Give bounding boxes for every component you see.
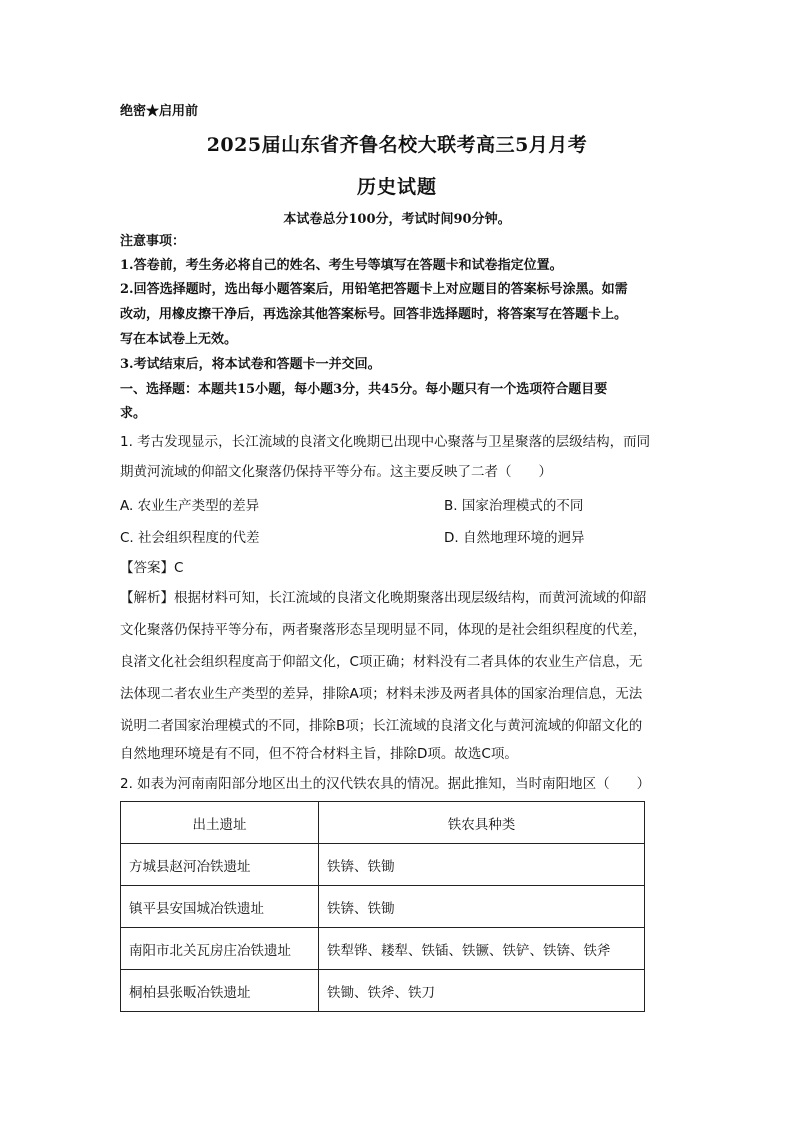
table-cell-site: 镇平县安国城冶铁遗址	[121, 886, 319, 928]
table-row	[121, 886, 645, 928]
notice-item-1: 1.答卷前，考生务必将自己的姓名、考生号等填写在答题卡和试卷指定位置。	[120, 258, 563, 273]
notice-heading: 注意事项：	[120, 234, 186, 249]
exam-title: 2025届山东省齐鲁名校大联考高三5月月考	[206, 134, 588, 156]
notice-item-3: 3.考试结束后，将本试卷和答题卡一并交回。	[120, 357, 381, 372]
section-heading-line-1: 一、选择题：本题共15小题，每小题3分，共45分。每小题只有一个选项符合题目要	[120, 382, 608, 397]
table-cell-site: 桐柏县张畈冶铁遗址	[121, 970, 319, 1012]
q2-stem: 2. 如表为河南南阳部分地区出土的汉代铁农具的情况。据此推知，当时南阳地区（ ）	[120, 776, 651, 792]
q1-stem-line-1: 1. 考古发现显示，长江流域的良渚文化晚期已出现中心聚落与卫星聚落的层级结构，而同	[120, 434, 651, 450]
table-cell-tools: 铁犁铧、耧犁、铁锸、铁镢、铁铲、铁锛、铁斧	[319, 928, 645, 970]
iron-tools-table	[120, 801, 645, 1012]
q1-analysis-line-2: 文化聚落仍保持平等分布，两者聚落形态呈现明显不同，体现的是社会组织程度的代差，	[120, 622, 647, 638]
q1-option-c: C. 社会组织程度的代差	[120, 530, 260, 546]
table-cell-tools: 铁锛、铁锄	[319, 886, 645, 928]
notice-item-2-line-2: 改动，用橡皮擦干净后，再选涂其他答案标号。回答非选择题时，将答案写在答题卡上。	[120, 307, 628, 322]
table-cell-site: 方城县赵河冶铁遗址	[121, 844, 319, 886]
section-heading-line-2: 求。	[120, 406, 147, 421]
q1-option-b: B. 国家治理模式的不同	[444, 498, 584, 514]
table-row	[121, 970, 645, 1012]
table-row	[121, 844, 645, 886]
table-cell-tools: 铁锄、铁斧、铁刀	[319, 970, 645, 1012]
q1-option-a: A. 农业生产类型的差异	[120, 498, 260, 514]
table-row	[121, 928, 645, 970]
q1-analysis-line-3: 良渚文化社会组织程度高于仰韶文化，C项正确；材料没有二者具体的农业生产信息，无	[120, 654, 643, 670]
q1-analysis-line-1: 【解析】根据材料可知，长江流域的良渚文化晚期聚落出现层级结构，而黄河流域的仰韶	[120, 590, 647, 606]
exam-info: 本试卷总分100分，考试时间90分钟。	[283, 212, 511, 227]
q1-analysis-line-5: 说明二者国家治理模式的不同，排除B项；长江流域的良渚文化与黄河流域的仰韶文化的	[120, 718, 643, 734]
table-cell-tools: 铁锛、铁锄	[319, 844, 645, 886]
table-header-tools: 铁农具种类	[319, 802, 645, 844]
secret-label: 绝密★启用前	[120, 104, 199, 119]
q1-stem-line-2: 期黄河流域的仰韶文化聚落仍保持平等分布。这主要反映了二者（ ）	[120, 464, 552, 480]
q1-analysis-line-4: 法体现二者农业生产类型的差异，排除A项；材料未涉及两者具体的国家治理信息，无法	[120, 686, 643, 702]
notice-item-2-line-1: 2.回答选择题时，选出每小题答案后，用铅笔把答题卡上对应题目的答案标号涂黑。如需	[120, 282, 628, 297]
table-cell-site: 南阳市北关瓦房庄冶铁遗址	[121, 928, 319, 970]
q1-answer: 【答案】C	[120, 560, 184, 576]
notice-item-2-line-3: 写在本试卷上无效。	[120, 332, 238, 347]
table-header-site: 出土遗址	[121, 802, 319, 844]
subject-title: 历史试题	[356, 176, 437, 198]
table-header-row	[121, 802, 645, 844]
q1-option-d: D. 自然地理环境的迥异	[444, 530, 585, 546]
q1-analysis-line-6: 自然地理环境是有不同，但不符合材料主旨，排除D项。故选C项。	[120, 746, 518, 762]
